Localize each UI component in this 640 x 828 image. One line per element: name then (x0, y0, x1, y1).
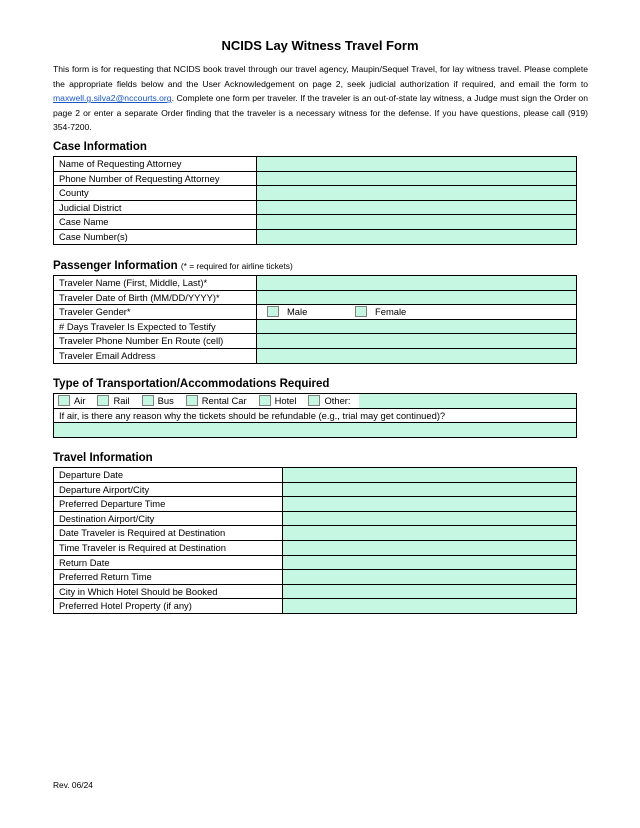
field-input[interactable] (257, 171, 577, 186)
field-input[interactable] (283, 570, 577, 585)
field-label: Departure Date (54, 468, 283, 483)
email-link[interactable]: maxwell.g.silva2@nccourts.org (53, 93, 172, 104)
passenger-note: (* = required for airline tickets) (180, 261, 293, 271)
field-input[interactable] (257, 157, 577, 172)
field-label: Case Number(s) (54, 229, 257, 244)
field-input[interactable] (283, 468, 577, 483)
transport-label-hotel: Hotel (274, 395, 297, 406)
field-label: County (54, 186, 257, 201)
refund-answer-field[interactable] (54, 423, 577, 438)
form-row (54, 570, 577, 585)
field-label: Phone Number of Requesting Attorney (54, 171, 257, 186)
field-label: Preferred Hotel Property (if any) (54, 599, 283, 614)
passenger-heading-text: Passenger Information (53, 260, 178, 272)
form-row (54, 290, 577, 305)
transport-label-air: Air (74, 395, 86, 406)
field-label: Preferred Departure Time (54, 497, 283, 512)
checkbox-air[interactable] (58, 395, 70, 406)
checkbox-rail[interactable] (97, 395, 109, 406)
revision-label: Rev. 06/24 (53, 780, 93, 790)
form-row (54, 157, 577, 172)
field-input[interactable] (257, 215, 577, 230)
field-input[interactable] (257, 334, 577, 349)
checkbox-bus[interactable] (142, 395, 154, 406)
form-row (54, 482, 577, 497)
case-table (53, 156, 577, 245)
checkbox-rental-car[interactable] (186, 395, 198, 406)
field-label: Traveler Phone Number En Route (cell) (54, 334, 257, 349)
transport-label-rail: Rail (113, 395, 130, 406)
form-row (54, 186, 577, 201)
field-label: Departure Airport/City (54, 482, 283, 497)
form-row (54, 319, 577, 334)
form-row (54, 200, 577, 215)
form-row (54, 511, 577, 526)
field-label: Time Traveler is Required at Destination (54, 540, 283, 555)
gender-label-female: Female (375, 306, 407, 318)
form-row (54, 555, 577, 570)
form-row (54, 540, 577, 555)
form-row (54, 497, 577, 512)
field-input[interactable] (257, 200, 577, 215)
transport-label-bus: Bus (157, 395, 174, 406)
transport-options (54, 394, 576, 408)
field-input[interactable] (283, 497, 577, 512)
intro-text-1: This form is for requesting that NCIDS book travel through our travel agency, Maupin/Sequel Travel, for lay witness travel. Please complete the appropriate fields below and the User Acknowledgement on page 2, seek judicial authorization if required, and email the form to (53, 64, 588, 89)
field-input[interactable] (257, 276, 577, 291)
form-row (54, 334, 577, 349)
field-input[interactable] (283, 584, 577, 599)
form-row (54, 348, 577, 363)
form-row (54, 468, 577, 483)
field-label: Traveler Name (First, Middle, Last)* (54, 276, 257, 291)
transport-label-rental-car: Rental Car (201, 395, 247, 406)
field-input[interactable] (283, 511, 577, 526)
field-input[interactable] (257, 186, 577, 201)
checkbox-other[interactable] (308, 395, 320, 406)
passenger-table (53, 275, 577, 364)
field-input[interactable] (283, 555, 577, 570)
field-input[interactable] (257, 290, 577, 305)
checkbox-hotel[interactable] (259, 395, 271, 406)
field-label: Traveler Gender* (54, 305, 257, 320)
field-label: Return Date (54, 555, 283, 570)
field-input[interactable] (283, 540, 577, 555)
case-heading: Case Information (53, 141, 147, 153)
field-label: City in Which Hotel Should be Booked (54, 584, 283, 599)
form-row (54, 599, 577, 614)
form-row (54, 276, 577, 291)
checkbox-female[interactable] (355, 306, 367, 317)
field-label: Name of Requesting Attorney (54, 157, 257, 172)
checkbox-male[interactable] (267, 306, 279, 317)
passenger-heading (53, 260, 293, 272)
transport-label-other: Other: (324, 395, 351, 406)
form-row (54, 526, 577, 541)
field-input[interactable] (283, 482, 577, 497)
form-row (54, 305, 577, 320)
field-label: Date Traveler is Required at Destination (54, 526, 283, 541)
field-input[interactable] (257, 319, 577, 334)
field-input[interactable] (283, 599, 577, 614)
gender-options (257, 305, 577, 320)
travel-table (53, 467, 577, 614)
transport-table (53, 393, 577, 438)
page-title: NCIDS Lay Witness Travel Form (221, 38, 419, 53)
gender-label-male: Male (287, 306, 308, 318)
other-transport-field[interactable] (359, 394, 576, 408)
field-label: Traveler Date of Birth (MM/DD/YYYY)* (54, 290, 257, 305)
form-row (54, 171, 577, 186)
field-label: Destination Airport/City (54, 511, 283, 526)
form-row (54, 584, 577, 599)
field-input[interactable] (257, 229, 577, 244)
field-input[interactable] (257, 348, 577, 363)
transport-heading: Type of Transportation/Accommodations Required (53, 378, 330, 390)
travel-heading: Travel Information (53, 452, 153, 464)
field-input[interactable] (283, 526, 577, 541)
field-label: Judicial District (54, 200, 257, 215)
transport-options-cell (54, 394, 577, 409)
field-label: Preferred Return Time (54, 570, 283, 585)
form-row (54, 215, 577, 230)
form-row (54, 229, 577, 244)
field-label: Case Name (54, 215, 257, 230)
field-label: Traveler Email Address (54, 348, 257, 363)
refund-question: If air, is there any reason why the tickets should be refundable (e.g., trial may get continued)? (54, 408, 577, 423)
intro-text-2: . Complete one form per traveler. If the traveler is an out-of-state lay witness, a Judge must sign the Order on page 2 or enter a separate Order finding that the traveler is a necessary witness for the defense. If you have questions, please call (919) 354-7200. (53, 93, 588, 133)
intro-paragraph (53, 62, 588, 135)
field-label: # Days Traveler Is Expected to Testify (54, 319, 257, 334)
